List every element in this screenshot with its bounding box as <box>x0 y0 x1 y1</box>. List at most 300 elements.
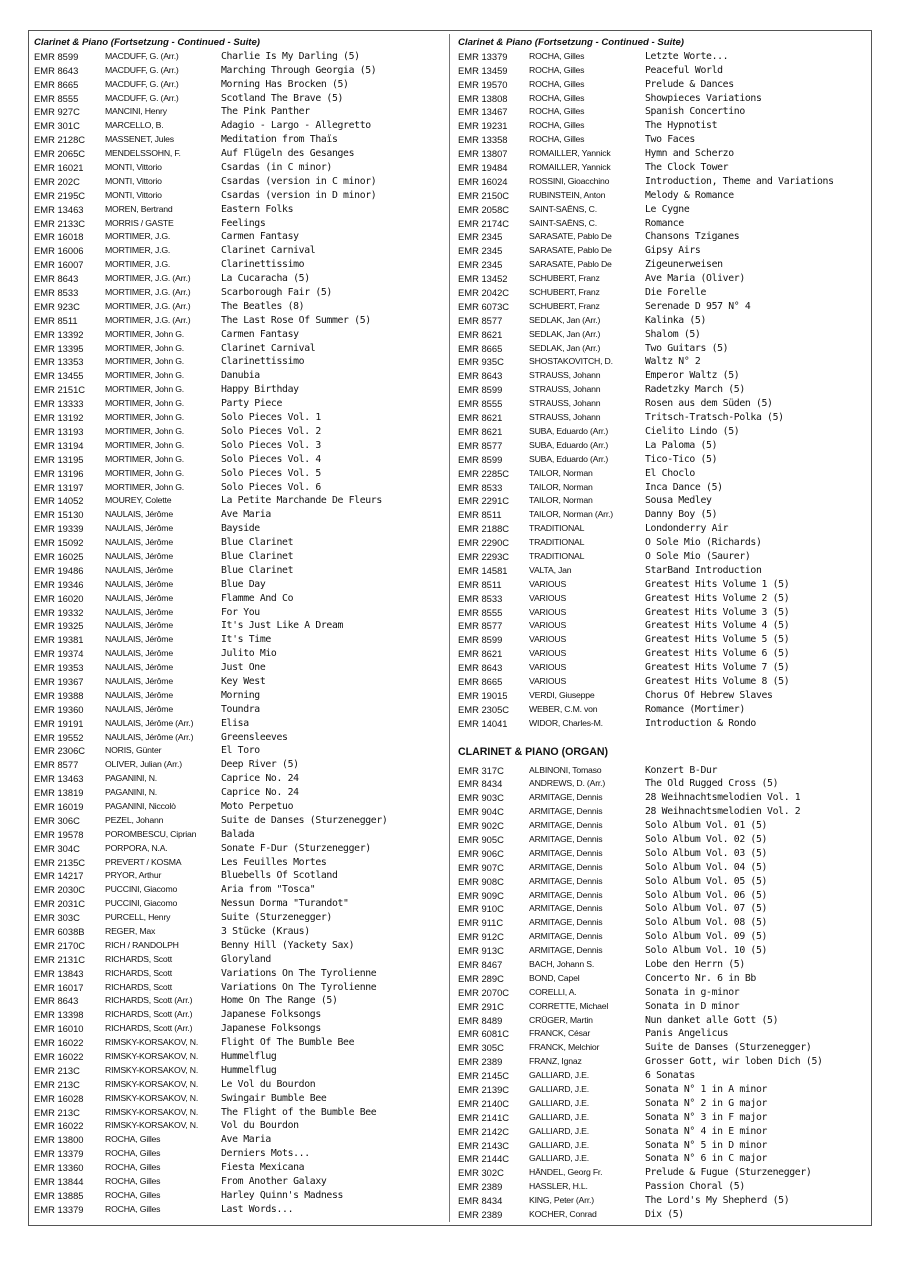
catalog-entry <box>458 606 876 620</box>
catalog-number: EMR 13193 <box>34 425 84 437</box>
catalog-number: EMR 8643 <box>458 370 503 382</box>
catalog-number: EMR 13379 <box>458 50 508 62</box>
catalog-number: EMR 906C <box>458 847 504 859</box>
catalog-number: EMR 8599 <box>458 384 503 396</box>
catalog-number: EMR 15092 <box>34 537 84 549</box>
composer-name: NAULAIS, Jérôme <box>105 578 173 589</box>
catalog-entry <box>34 828 452 842</box>
composer-name: RIMSKY-KORSAKOV, N. <box>105 1037 199 1048</box>
work-title: Peaceful World <box>645 64 723 76</box>
catalog-entry <box>458 661 876 675</box>
catalog-number: EMR 2188C <box>458 523 510 535</box>
composer-name: MORTIMER, J.G. (Arr.) <box>105 300 191 311</box>
catalog-number: EMR 19367 <box>34 675 84 687</box>
work-title: Caprice No. 24 <box>221 787 299 799</box>
catalog-number: EMR 2345 <box>458 245 503 257</box>
catalog-number: EMR 8577 <box>458 620 503 632</box>
catalog-number: EMR 910C <box>458 903 504 915</box>
catalog-entry <box>34 230 452 244</box>
composer-name: GALLIARD, J.E. <box>529 1125 589 1136</box>
composer-name: TAILOR, Norman <box>529 481 593 492</box>
catalog-entry <box>458 578 876 592</box>
work-title: Greatest Hits Volume 6 (5) <box>645 648 790 660</box>
work-title: Solo Pieces Vol. 4 <box>221 453 321 465</box>
catalog-number: EMR 13885 <box>34 1189 84 1201</box>
catalog-entry <box>34 300 452 314</box>
composer-name: RIMSKY-KORSAKOV, N. <box>105 1064 199 1075</box>
catalog-entry <box>458 494 876 508</box>
catalog-entry <box>34 883 452 897</box>
work-title: From Another Galaxy <box>221 1176 327 1188</box>
composer-name: MORRIS / GASTE <box>105 217 174 228</box>
catalog-entry <box>458 1055 876 1069</box>
composer-name: MANCINI, Henry <box>105 106 167 117</box>
composer-name: RICHARDS, Scott <box>105 981 172 992</box>
work-title: Blue Clarinet <box>221 537 294 549</box>
catalog-entry <box>34 647 452 661</box>
catalog-entry <box>458 342 876 356</box>
catalog-entry <box>458 1097 876 1111</box>
catalog-number: EMR 2291C <box>458 495 510 507</box>
work-title: Sonata N° 5 in D minor <box>645 1139 768 1151</box>
composer-name: GALLIARD, J.E. <box>529 1111 589 1122</box>
catalog-entry <box>458 703 876 717</box>
catalog-entry <box>34 481 452 495</box>
catalog-number: EMR 2345 <box>458 231 503 243</box>
work-title: Sonata N° 4 in E minor <box>645 1125 768 1137</box>
catalog-entry <box>34 92 452 106</box>
catalog-entry <box>34 967 452 981</box>
composer-name: GALLIARD, J.E. <box>529 1084 589 1095</box>
catalog-entry <box>458 847 876 861</box>
composer-name: PUCCINI, Giacomo <box>105 884 178 895</box>
work-title: Solo Album Vol. 01 (5) <box>645 820 768 832</box>
work-title: Vol du Bourdon <box>221 1120 299 1132</box>
catalog-entry <box>34 1133 452 1147</box>
catalog-entry <box>34 856 452 870</box>
composer-name: ARMITAGE, Dennis <box>529 917 603 928</box>
work-title: Clarinettissimo <box>221 259 305 271</box>
composer-name: RIMSKY-KORSAKOV, N. <box>105 1106 199 1117</box>
catalog-number: EMR 317C <box>458 764 504 776</box>
composer-name: ROCHA, Gilles <box>529 64 585 75</box>
work-title: Sonate F-Dur (Sturzenegger) <box>221 842 371 854</box>
work-title: Flight Of The Bumble Bee <box>221 1037 355 1049</box>
catalog-entry <box>458 258 876 272</box>
catalog-entry <box>458 369 876 383</box>
catalog-entry <box>34 925 452 939</box>
catalog-number: EMR 301C <box>34 120 80 132</box>
work-title: Greatest Hits Volume 3 (5) <box>645 606 790 618</box>
catalog-entry <box>34 258 452 272</box>
composer-name: SUBA, Eduardo (Arr.) <box>529 439 609 450</box>
catalog-number: EMR 2151C <box>34 384 86 396</box>
catalog-number: EMR 8643 <box>34 64 79 76</box>
composer-name: MORTIMER, John G. <box>105 425 184 436</box>
catalog-number: EMR 213C <box>34 1078 80 1090</box>
catalog-entry <box>458 902 876 916</box>
composer-name: ROCHA, Gilles <box>529 78 585 89</box>
work-title: Suite (Sturzenegger) <box>221 912 332 924</box>
work-title: Solo Album Vol. 09 (5) <box>645 931 768 943</box>
composer-name: ROMAILLER, Yannick <box>529 162 611 173</box>
left-column <box>34 36 452 1217</box>
work-title: Clarinet Carnival <box>221 245 316 257</box>
composer-name: NAULAIS, Jérôme <box>105 703 173 714</box>
catalog-entry <box>34 119 452 133</box>
composer-name: OLIVER, Julian (Arr.) <box>105 759 182 770</box>
composer-name: PAGANINI, Niccolò <box>105 800 176 811</box>
composer-name: RICHARDS, Scott (Arr.) <box>105 1009 193 1020</box>
organ-catalog-list <box>458 764 876 1222</box>
work-title: Greatest Hits Volume 2 (5) <box>645 592 790 604</box>
composer-name: STRAUSS, Johann <box>529 412 601 423</box>
composer-name: WIDOR, Charles-M. <box>529 717 603 728</box>
composer-name: MONTI, Vittorio <box>105 175 162 186</box>
catalog-entry <box>34 467 452 481</box>
catalog-entry <box>34 1008 452 1022</box>
work-title: Csardas (in C minor) <box>221 162 332 174</box>
catalog-entry <box>458 508 876 522</box>
catalog-entry <box>458 916 876 930</box>
catalog-number: EMR 2030C <box>34 884 86 896</box>
composer-name: SHOSTAKOVITCH, D. <box>529 356 613 367</box>
right-column <box>458 36 876 1222</box>
composer-name: ARMITAGE, Dennis <box>529 903 603 914</box>
catalog-number: EMR 2293C <box>458 550 510 562</box>
catalog-number: EMR 8577 <box>458 314 503 326</box>
organ-section-heading: CLARINET & PIANO (ORGAN) <box>458 745 609 758</box>
composer-name: STRAUSS, Johann <box>529 384 601 395</box>
catalog-number: EMR 911C <box>458 917 504 929</box>
catalog-number: EMR 306C <box>34 814 80 826</box>
work-title: Danubia <box>221 370 260 382</box>
composer-name: CORRETTE, Michael <box>529 1000 609 1011</box>
composer-name: KING, Peter (Arr.) <box>529 1195 594 1206</box>
catalog-entry <box>34 1189 452 1203</box>
composer-name: NAULAIS, Jérôme <box>105 689 173 700</box>
work-title: Nun danket alle Gott (5) <box>645 1014 779 1026</box>
work-title: Sonata N° 2 in G major <box>645 1097 768 1109</box>
catalog-entry <box>34 453 452 467</box>
left-section-heading: Clarinet & Piano (Fortsetzung - Continued - Suite) <box>34 37 260 48</box>
composer-name: ROCHA, Gilles <box>529 134 585 145</box>
work-title: Derniers Mots... <box>221 1148 310 1160</box>
catalog-entry <box>34 1106 452 1120</box>
work-title: Gloryland <box>221 953 271 965</box>
work-title: Nessun Dorma "Turandot" <box>221 898 349 910</box>
composer-name: ARMITAGE, Dennis <box>529 861 603 872</box>
catalog-number: EMR 213C <box>34 1064 80 1076</box>
catalog-number: EMR 2141C <box>458 1111 510 1123</box>
work-title: Clarinet Carnival <box>221 342 316 354</box>
catalog-number: EMR 2058C <box>458 203 510 215</box>
work-title: Charlie Is My Darling (5) <box>221 50 360 62</box>
catalog-entry <box>34 78 452 92</box>
composer-name: ROCHA, Gilles <box>529 92 585 103</box>
composer-name: SEDLAK, Jan (Arr.) <box>529 328 601 339</box>
composer-name: RICH / RANDOLPH <box>105 939 179 950</box>
catalog-number: EMR 13333 <box>34 398 84 410</box>
catalog-number: EMR 2285C <box>458 467 510 479</box>
work-title: Dix (5) <box>645 1209 684 1221</box>
composer-name: VARIOUS <box>529 648 567 659</box>
catalog-number: EMR 16028 <box>34 1092 84 1104</box>
catalog-entry <box>34 1078 452 1092</box>
catalog-entry <box>34 105 452 119</box>
work-title: Toundra <box>221 703 260 715</box>
catalog-entry <box>34 217 452 231</box>
catalog-number: EMR 19015 <box>458 689 508 701</box>
composer-name: VARIOUS <box>529 606 567 617</box>
catalog-number: EMR 13463 <box>34 203 84 215</box>
work-title: Deep River (5) <box>221 759 299 771</box>
work-title: Solo Album Vol. 08 (5) <box>645 917 768 929</box>
composer-name: GALLIARD, J.E. <box>529 1153 589 1164</box>
composer-name: ROCHA, Gilles <box>105 1176 161 1187</box>
catalog-entry <box>34 661 452 675</box>
composer-name: MORTIMER, John G. <box>105 370 184 381</box>
catalog-number: EMR 923C <box>34 300 80 312</box>
work-title: Gipsy Airs <box>645 245 701 257</box>
composer-name: PAGANINI, N. <box>105 773 157 784</box>
catalog-number: EMR 2290C <box>458 537 510 549</box>
catalog-entry <box>458 439 876 453</box>
catalog-number: EMR 13360 <box>34 1162 84 1174</box>
catalog-entry <box>34 355 452 369</box>
catalog-entry <box>34 314 452 328</box>
catalog-number: EMR 2305C <box>458 703 510 715</box>
catalog-entry <box>458 1083 876 1097</box>
catalog-entry <box>34 994 452 1008</box>
composer-name: VALTA, Jan <box>529 564 572 575</box>
catalog-entry <box>458 550 876 564</box>
work-title: Grosser Gott, wir loben Dich (5) <box>645 1056 823 1068</box>
composer-name: POROMBESCU, Ciprian <box>105 828 197 839</box>
catalog-number: EMR 909C <box>458 889 504 901</box>
work-title: Two Guitars (5) <box>645 342 729 354</box>
catalog-entry <box>458 119 876 133</box>
catalog-entry <box>458 50 876 64</box>
catalog-entry <box>458 805 876 819</box>
right-catalog-list <box>458 50 876 731</box>
composer-name: VARIOUS <box>529 675 567 686</box>
catalog-entry <box>34 1161 452 1175</box>
work-title: Solo Pieces Vol. 1 <box>221 412 321 424</box>
catalog-number: EMR 8533 <box>34 287 79 299</box>
catalog-entry <box>458 764 876 778</box>
catalog-entry <box>458 189 876 203</box>
work-title: Variations On The Tyrolienne <box>221 981 377 993</box>
composer-name: ROCHA, Gilles <box>105 1134 161 1145</box>
catalog-number: EMR 8643 <box>34 273 79 285</box>
work-title: Solo Album Vol. 07 (5) <box>645 903 768 915</box>
catalog-number: EMR 2389 <box>458 1181 503 1193</box>
catalog-entry <box>458 777 876 791</box>
catalog-number: EMR 19191 <box>34 717 84 729</box>
work-title: Ave Maria <box>221 509 271 521</box>
catalog-number: EMR 8533 <box>458 481 503 493</box>
composer-name: HASSLER, H.L. <box>529 1181 588 1192</box>
catalog-number: EMR 8511 <box>458 578 502 590</box>
catalog-entry <box>458 467 876 481</box>
work-title: Elisa <box>221 717 249 729</box>
work-title: Le Vol du Bourdon <box>221 1078 316 1090</box>
catalog-entry <box>458 230 876 244</box>
work-title: Shalom (5) <box>645 328 701 340</box>
catalog-number: EMR 2345 <box>458 259 503 271</box>
work-title: Passion Choral (5) <box>645 1181 745 1193</box>
catalog-number: EMR 19332 <box>34 606 84 618</box>
catalog-entry <box>458 355 876 369</box>
catalog-number: EMR 16010 <box>34 1023 84 1035</box>
catalog-number: EMR 2142C <box>458 1125 510 1137</box>
catalog-number: EMR 13800 <box>34 1134 84 1146</box>
composer-name: ARMITAGE, Dennis <box>529 820 603 831</box>
composer-name: PRYOR, Arthur <box>105 870 162 881</box>
catalog-number: EMR 305C <box>458 1042 504 1054</box>
catalog-entry <box>34 203 452 217</box>
work-title: Le Cygne <box>645 203 690 215</box>
composer-name: MORTIMER, John G. <box>105 384 184 395</box>
composer-name: TRADITIONAL <box>529 523 585 534</box>
catalog-number: EMR 8555 <box>34 92 79 104</box>
catalog-entry <box>34 425 452 439</box>
catalog-number: EMR 19486 <box>34 564 84 576</box>
catalog-entry <box>34 1119 452 1133</box>
catalog-entry <box>458 592 876 606</box>
catalog-entry <box>34 897 452 911</box>
composer-name: ANDREWS, D. (Arr.) <box>529 778 606 789</box>
composer-name: VARIOUS <box>529 662 567 673</box>
work-title: Solo Album Vol. 05 (5) <box>645 875 768 887</box>
catalog-number: EMR 19552 <box>34 731 84 743</box>
catalog-number: EMR 8665 <box>458 342 503 354</box>
catalog-entry <box>34 439 452 453</box>
composer-name: ROSSINI, Gioacchino <box>529 175 610 186</box>
catalog-entry <box>458 425 876 439</box>
composer-name: VARIOUS <box>529 578 567 589</box>
work-title: Serenade D 957 N° 4 <box>645 300 751 312</box>
work-title: Flamme And Co <box>221 592 294 604</box>
catalog-entry <box>458 1014 876 1028</box>
catalog-number: EMR 8665 <box>458 675 503 687</box>
catalog-entry <box>34 842 452 856</box>
work-title: Inca Dance (5) <box>645 481 723 493</box>
work-title: Bayside <box>221 523 260 535</box>
composer-name: ARMITAGE, Dennis <box>529 931 603 942</box>
composer-name: NAULAIS, Jérôme <box>105 550 173 561</box>
work-title: The Lord's My Shepherd (5) <box>645 1195 790 1207</box>
catalog-number: EMR 19388 <box>34 689 84 701</box>
catalog-number: EMR 16025 <box>34 550 84 562</box>
work-title: Concerto Nr. 6 in Bb <box>645 972 756 984</box>
composer-name: MORTIMER, J.G. <box>105 259 171 270</box>
catalog-number: EMR 16020 <box>34 592 84 604</box>
composer-name: REGER, Max <box>105 926 156 936</box>
composer-name: ROMAILLER, Yannick <box>529 148 611 159</box>
catalog-number: EMR 905C <box>458 833 504 845</box>
catalog-entry <box>34 772 452 786</box>
catalog-entry <box>458 564 876 578</box>
catalog-number: EMR 19231 <box>458 120 508 132</box>
work-title: Greatest Hits Volume 4 (5) <box>645 620 790 632</box>
catalog-number: EMR 8434 <box>458 778 503 790</box>
work-title: Solo Pieces Vol. 6 <box>221 481 321 493</box>
catalog-number: EMR 13808 <box>458 92 508 104</box>
catalog-entry <box>34 494 452 508</box>
catalog-entry <box>458 647 876 661</box>
catalog-entry <box>34 592 452 606</box>
work-title: The Pink Panther <box>221 106 310 118</box>
catalog-number: EMR 16018 <box>34 231 84 243</box>
work-title: Last Words... <box>221 1203 294 1215</box>
catalog-entry <box>458 64 876 78</box>
composer-name: MORTIMER, J.G. <box>105 231 171 242</box>
work-title: Die Forelle <box>645 287 707 299</box>
catalog-number: EMR 902C <box>458 820 504 832</box>
catalog-number: EMR 2145C <box>458 1070 510 1082</box>
catalog-entry <box>34 619 452 633</box>
work-title: Blue Clarinet <box>221 564 294 576</box>
composer-name: SEDLAK, Jan (Arr.) <box>529 314 601 325</box>
composer-name: ROCHA, Gilles <box>529 106 585 117</box>
catalog-entry <box>34 814 452 828</box>
work-title: Konzert B-Dur <box>645 764 718 776</box>
composer-name: MACDUFF, G. (Arr.) <box>105 64 179 75</box>
composer-name: BOND, Capel <box>529 972 580 983</box>
composer-name: SUBA, Eduardo (Arr.) <box>529 453 609 464</box>
work-title: Cielito Lindo (5) <box>645 425 740 437</box>
catalog-number: EMR 13195 <box>34 453 84 465</box>
work-title: Lobe den Herrn (5) <box>645 959 745 970</box>
work-title: La Petite Marchande De Fleurs <box>221 495 382 507</box>
composer-name: ROCHA, Gilles <box>105 1203 161 1214</box>
work-title: Csardas (version in C minor) <box>221 175 377 187</box>
catalog-entry <box>458 175 876 189</box>
composer-name: SCHUBERT, Franz <box>529 300 600 311</box>
catalog-entry <box>458 1069 876 1083</box>
work-title: Greensleeves <box>221 731 288 743</box>
catalog-number: EMR 16021 <box>34 162 84 174</box>
catalog-entry <box>34 522 452 536</box>
composer-name: VERDI, Giuseppe <box>529 689 595 700</box>
work-title: Morning <box>221 689 260 701</box>
composer-name: RICHARDS, Scott (Arr.) <box>105 1023 193 1034</box>
catalog-number: EMR 912C <box>458 931 504 943</box>
composer-name: MORTIMER, J.G. (Arr.) <box>105 273 191 284</box>
catalog-number: EMR 13819 <box>34 787 84 799</box>
catalog-number: EMR 13459 <box>458 64 508 76</box>
work-title: Bluebells Of Scotland <box>221 870 338 882</box>
catalog-number: EMR 302C <box>458 1167 504 1179</box>
composer-name: STRAUSS, Johann <box>529 370 601 381</box>
catalog-number: EMR 8621 <box>458 328 503 340</box>
catalog-number: EMR 289C <box>458 972 504 984</box>
work-title: Ave Maria <box>221 1134 271 1146</box>
catalog-number: EMR 13379 <box>34 1148 84 1160</box>
work-title: Greatest Hits Volume 7 (5) <box>645 662 790 674</box>
catalog-number: EMR 14041 <box>458 717 508 729</box>
catalog-number: EMR 13358 <box>458 134 508 146</box>
work-title: El Choclo <box>645 467 695 479</box>
catalog-number: EMR 14581 <box>458 564 508 576</box>
catalog-number: EMR 2389 <box>458 1209 503 1221</box>
catalog-entry <box>34 133 452 147</box>
catalog-number: EMR 14052 <box>34 495 84 507</box>
work-title: Benny Hill (Yackety Sax) <box>221 939 355 951</box>
work-title: Introduction & Rondo <box>645 717 756 729</box>
